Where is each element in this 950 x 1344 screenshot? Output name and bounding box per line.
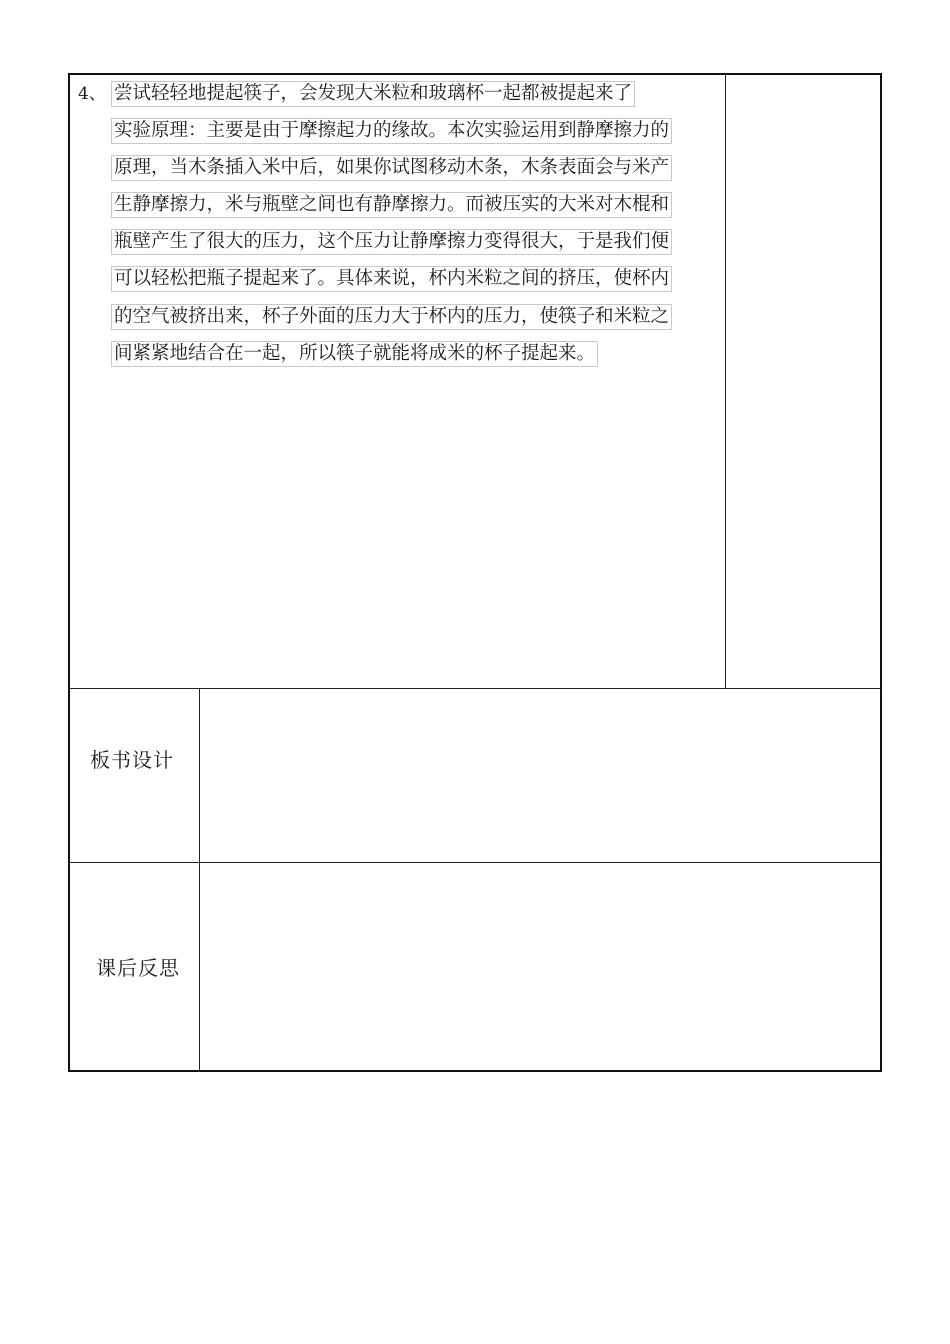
content-line-2: 实验原理：主要是由于摩擦起力的缘故。本次实验运用到静摩擦力的: [111, 118, 672, 144]
content-line-5: 瓶壁产生了很大的压力，这个压力让静摩擦力变得很大，于是我们便: [111, 229, 672, 255]
content-line-8: 间紧紧地结合在一起，所以筷子就能将成米的杯子提起来。: [111, 341, 598, 367]
reflection-label: 课后反思: [96, 956, 180, 980]
item-number: 4、: [78, 84, 106, 104]
content-line-6: 可以轻松把瓶子提起来了。具体来说，杯内米粒之间的挤压，使杯内: [111, 266, 672, 292]
content-line-7: 的空气被挤出来，杯子外面的压力大于杯内的压力，使筷子和米粒之: [111, 304, 672, 330]
content-line-3: 原理，当木条插入米中后，如果你试图移动木条，木条表面会与米产: [111, 155, 672, 181]
content-line-1: 尝试轻轻地提起筷子，会发现大米粒和玻璃杯一起都被提起来了: [111, 81, 635, 107]
label-column-divider: [199, 689, 200, 1072]
content-line-4: 生静摩擦力，米与瓶壁之间也有静摩擦力。而被压实的大米对木棍和: [111, 192, 672, 218]
notes-column-divider: [725, 73, 726, 689]
board-design-row: [68, 689, 882, 863]
board-design-label: 板书设计: [90, 748, 174, 772]
